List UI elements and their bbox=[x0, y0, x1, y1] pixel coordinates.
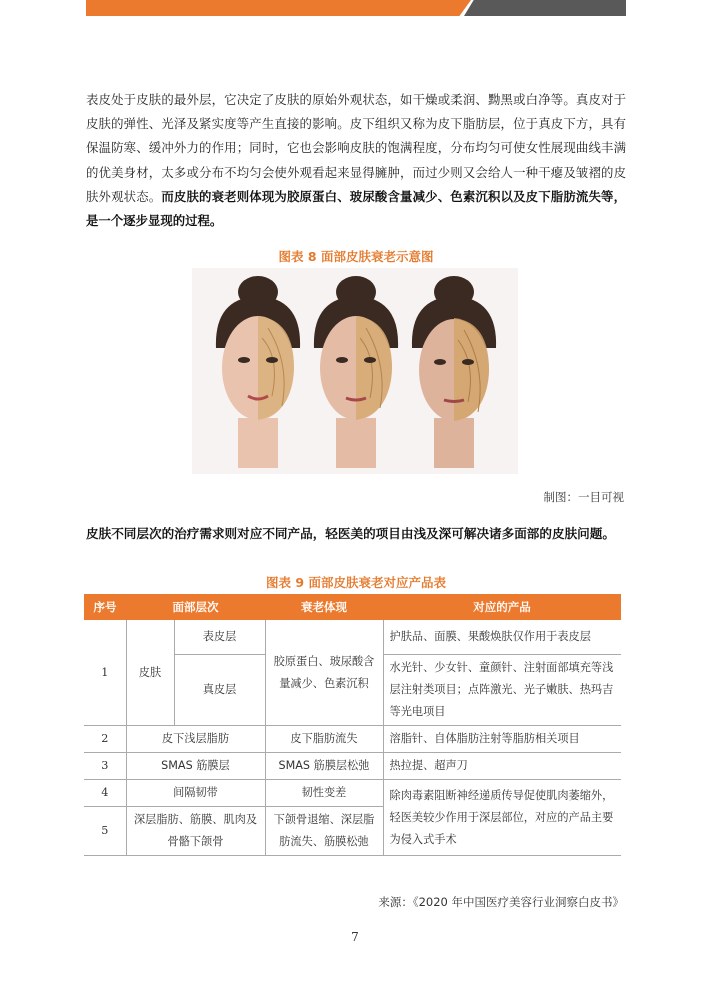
left-eye bbox=[336, 357, 348, 363]
cell-layer: 深层脂肪、筋膜、肌肉及骨骼下颌骨 bbox=[126, 807, 265, 856]
figure8-caption: 图表 8 面部皮肤衰老示意图 bbox=[278, 249, 434, 264]
figure9-caption: 图表 9 面部皮肤衰老对应产品表 bbox=[266, 575, 446, 590]
cell-product: 除肉毒素阻断神经递质传导促使肌肉萎缩外，轻医美较少作用于深层部位，对应的产品主要为侵入式手术 bbox=[383, 780, 621, 856]
left-eye bbox=[434, 359, 446, 365]
cell-no: 4 bbox=[84, 780, 126, 807]
cell-no: 3 bbox=[84, 753, 126, 780]
right-eye bbox=[364, 357, 376, 363]
faces-svg bbox=[192, 268, 518, 474]
cell-layer: 皮下浅层脂肪 bbox=[126, 726, 265, 753]
body-text-normal: 表皮处于皮肤的最外层，它决定了皮肤的原始外观状态，如干燥或柔润、黝黑或白净等。真皮对于皮肤的弹性、光泽及紧实度等产生直接的影响。皮下组织又称为皮下脂肪层，位于真皮下方，具有保温防寒、缓冲外力的作用；同时，它也会影响皮肤的饱满程度，分布均匀可使女性展现曲线丰满的优美身材，太多或分布不均匀会使外观看起来显得臃肿，而过少则又会给人一种干瘪及皱褶的皮肤外观状态。 bbox=[86, 92, 626, 204]
body-paragraph bbox=[86, 88, 626, 233]
cell-sublayer: 表皮层 bbox=[174, 620, 265, 655]
cell-no: 1 bbox=[84, 620, 126, 726]
right-eye bbox=[462, 359, 474, 365]
header-no: 序号 bbox=[84, 594, 126, 620]
table-row bbox=[84, 780, 621, 807]
table-source: 来源：《2020 年中国医疗美容行业洞察白皮书》 bbox=[378, 895, 624, 909]
face-young bbox=[216, 276, 300, 468]
cell-layer: SMAS 筋膜层 bbox=[126, 753, 265, 780]
lead-text: 皮肤不同层次的治疗需求则对应不同产品，轻医美的项目由浅及深可解决诸多面部的皮肤问题。 bbox=[86, 526, 615, 541]
cell-aging: 韧性变差 bbox=[265, 780, 383, 807]
cell-aging: 皮下脂肪流失 bbox=[265, 726, 383, 753]
table-row bbox=[84, 620, 621, 655]
cell-aging: 胶原蛋白、玻尿酸含量减少、色素沉积 bbox=[265, 620, 383, 726]
cell-aging: SMAS 筋膜层松弛 bbox=[265, 753, 383, 780]
face-aging-illustration bbox=[192, 268, 518, 474]
table-row bbox=[84, 753, 621, 780]
neck bbox=[238, 418, 278, 468]
left-eye bbox=[238, 357, 250, 363]
cell-product: 水光针、少女针、童颜针、注射面部填充等浅层注射类项目；点阵激光、光子嫩肤、热玛吉等光电项目 bbox=[383, 655, 621, 726]
neck bbox=[434, 418, 474, 468]
header-gray-band bbox=[464, 0, 626, 16]
right-eye bbox=[266, 357, 278, 363]
header-bar bbox=[86, 0, 626, 16]
cell-aging: 下颌骨退缩、深层脂肪流失、筋膜松弛 bbox=[265, 807, 383, 856]
cell-product: 护肤品、面膜、果酸焕肤仅作用于表皮层 bbox=[383, 620, 621, 655]
header-orange-band bbox=[86, 0, 471, 16]
figure8-credit: 制图：一目可视 bbox=[543, 490, 624, 504]
neck bbox=[336, 418, 376, 468]
cell-no: 5 bbox=[84, 807, 126, 856]
cell-layer: 皮肤 bbox=[126, 620, 174, 726]
cell-layer: 间隔韧带 bbox=[126, 780, 265, 807]
cell-sublayer: 真皮层 bbox=[174, 655, 265, 726]
header-product: 对应的产品 bbox=[383, 594, 621, 620]
page-number: 7 bbox=[351, 930, 359, 944]
lips bbox=[444, 400, 464, 402]
body-text-bold: 而皮肤的衰老则体现为胶原蛋白、玻尿酸含量减少、色素沉积以及皮下脂肪流失等，是一个逐步显现的过程。 bbox=[86, 188, 627, 229]
header-aging: 衰老体现 bbox=[265, 594, 383, 620]
face-middle bbox=[314, 276, 398, 468]
aging-products-table bbox=[84, 594, 621, 856]
face-aged bbox=[412, 276, 496, 468]
cell-product: 热拉提、超声刀 bbox=[383, 753, 621, 780]
table-row bbox=[84, 726, 621, 753]
header-layer: 面部层次 bbox=[126, 594, 265, 620]
cell-product: 溶脂针、自体脂肪注射等脂肪相关项目 bbox=[383, 726, 621, 753]
cell-no: 2 bbox=[84, 726, 126, 753]
table-header-row bbox=[84, 594, 621, 620]
